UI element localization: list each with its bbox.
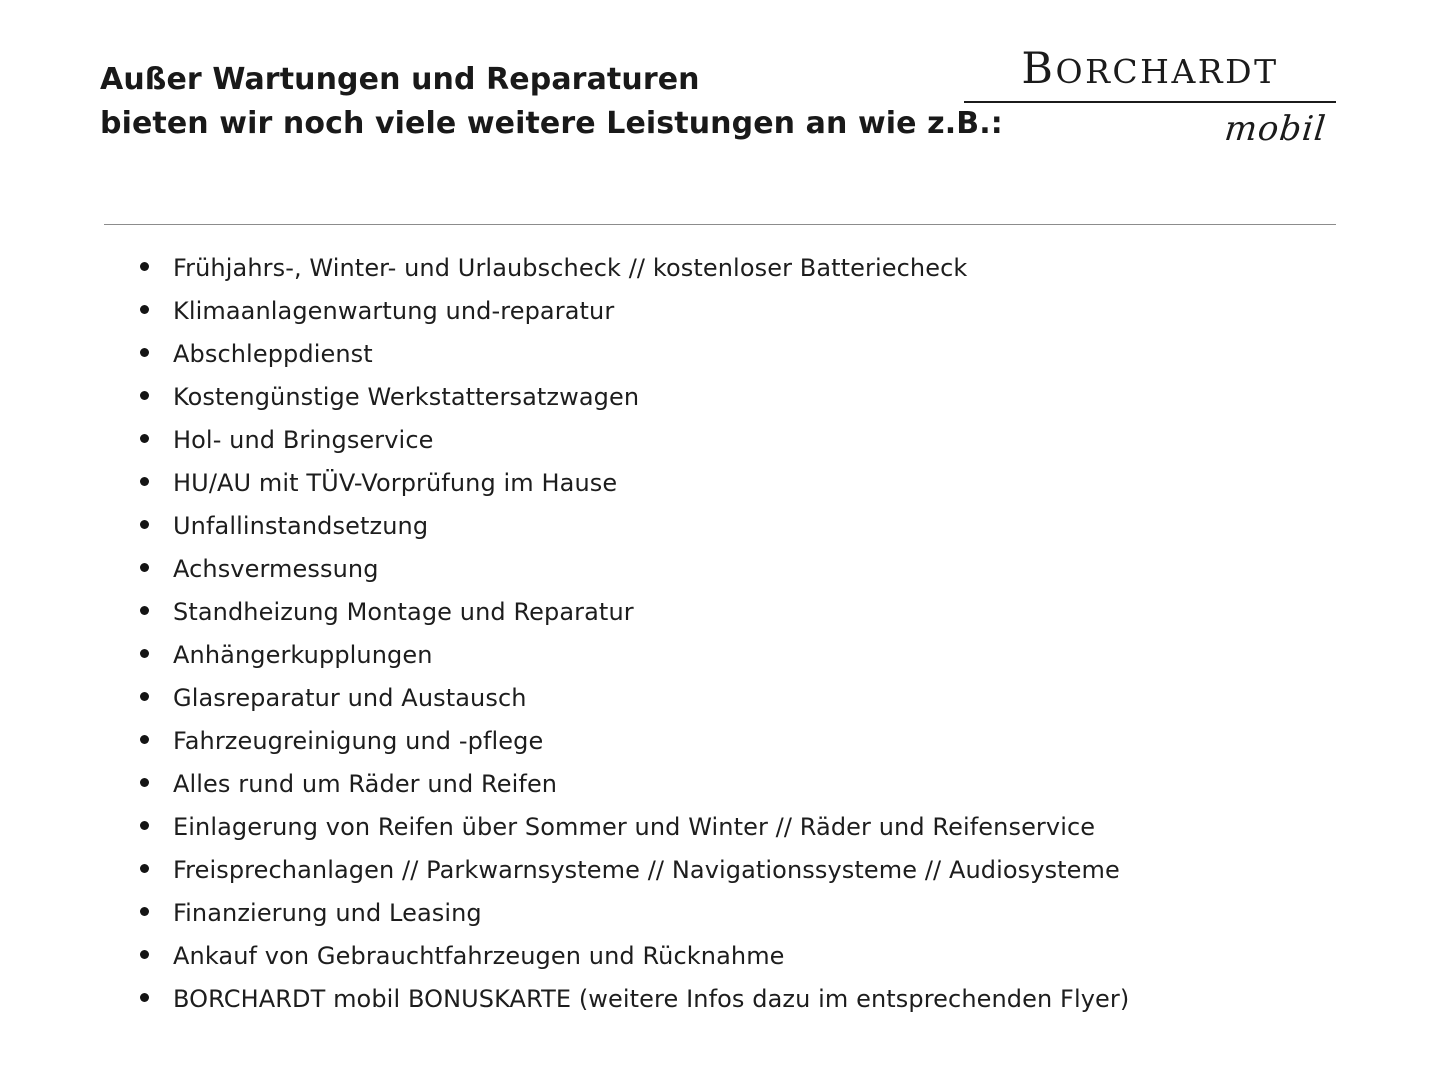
- list-item: [140, 428, 1410, 471]
- list-item-label: Glasreparatur und Austausch: [173, 684, 527, 712]
- page-title-line-2: bieten wir noch viele weitere Leistungen an wie z.B.:: [100, 105, 1003, 141]
- list-item: [140, 557, 1410, 600]
- list-item-label: Klimaanlagenwartung und-reparatur: [173, 297, 615, 325]
- list-item-label: Hol- und Bringservice: [173, 426, 434, 454]
- bullet-icon: [140, 649, 149, 658]
- list-item-label: Freisprechanlagen // Parkwarnsysteme // Navigationssysteme // Audiosysteme: [173, 856, 1120, 884]
- bullet-icon: [140, 262, 149, 271]
- bullet-icon: [140, 993, 149, 1002]
- bullet-icon: [140, 606, 149, 615]
- list-item: [140, 514, 1410, 557]
- list-item-label: Abschleppdienst: [173, 340, 373, 368]
- list-item: [140, 299, 1410, 342]
- list-item-label: Kostengünstige Werkstattersatzwagen: [173, 383, 640, 411]
- list-item-label: Ankauf von Gebrauchtfahrzeugen und Rücknahme: [173, 942, 785, 970]
- list-item: [140, 729, 1410, 772]
- list-item: [140, 901, 1410, 944]
- list-item: [140, 385, 1410, 428]
- bullet-icon: [140, 520, 149, 529]
- logo-wordmark-rest: ORCHARDT: [1055, 52, 1279, 91]
- bullet-icon: [140, 692, 149, 701]
- bullet-icon: [140, 305, 149, 314]
- list-item: [140, 471, 1410, 514]
- bullet-icon: [140, 735, 149, 744]
- bullet-icon: [140, 907, 149, 916]
- list-item: [140, 686, 1410, 729]
- list-item-label: Einlagerung von Reifen über Sommer und Winter // Räder und Reifenservice: [173, 813, 1096, 841]
- services-list: [140, 256, 1410, 1030]
- list-item-label: Finanzierung und Leasing: [173, 899, 482, 927]
- header-divider: [104, 224, 1336, 225]
- list-item-label: Unfallinstandsetzung: [173, 512, 429, 540]
- logo-divider-rule: [964, 101, 1336, 103]
- list-item: [140, 858, 1410, 901]
- list-item: [140, 600, 1410, 643]
- list-item-label: Standheizung Montage und Reparatur: [173, 598, 634, 626]
- bullet-icon: [140, 778, 149, 787]
- borchardt-mobil-logo: [964, 44, 1336, 149]
- list-item: [140, 815, 1410, 858]
- list-item: [140, 256, 1410, 299]
- list-item: [140, 987, 1410, 1030]
- list-item: [140, 643, 1410, 686]
- list-item-label: Fahrzeugreinigung und -pflege: [173, 727, 544, 755]
- logo-wordmark-initial: B: [1021, 44, 1056, 94]
- list-item-label: Alles rund um Räder und Reifen: [173, 770, 558, 798]
- page-title: [100, 58, 1003, 145]
- list-item: [140, 944, 1410, 987]
- logo-wordmark: [964, 44, 1336, 94]
- bullet-icon: [140, 477, 149, 486]
- bullet-icon: [140, 821, 149, 830]
- bullet-icon: [140, 864, 149, 873]
- bullet-icon: [140, 348, 149, 357]
- list-item-label: Achsvermessung: [173, 555, 379, 583]
- list-item-label: HU/AU mit TÜV-Vorprüfung im Hause: [173, 469, 618, 497]
- list-item: [140, 342, 1410, 385]
- bullet-icon: [140, 434, 149, 443]
- bullet-icon: [140, 950, 149, 959]
- list-item-label: Frühjahrs-, Winter- und Urlaubscheck // kostenloser Batteriecheck: [173, 254, 968, 282]
- page-title-line-1: Außer Wartungen und Reparaturen: [100, 62, 700, 97]
- list-item: [140, 772, 1410, 815]
- logo-script-mobil: mobil: [1222, 109, 1329, 149]
- list-item-label: Anhängerkupplungen: [173, 641, 433, 669]
- list-item-label: BORCHARDT mobil BONUSKARTE (weitere Infos dazu im entsprechenden Flyer): [173, 985, 1130, 1013]
- bullet-icon: [140, 563, 149, 572]
- bullet-icon: [140, 391, 149, 400]
